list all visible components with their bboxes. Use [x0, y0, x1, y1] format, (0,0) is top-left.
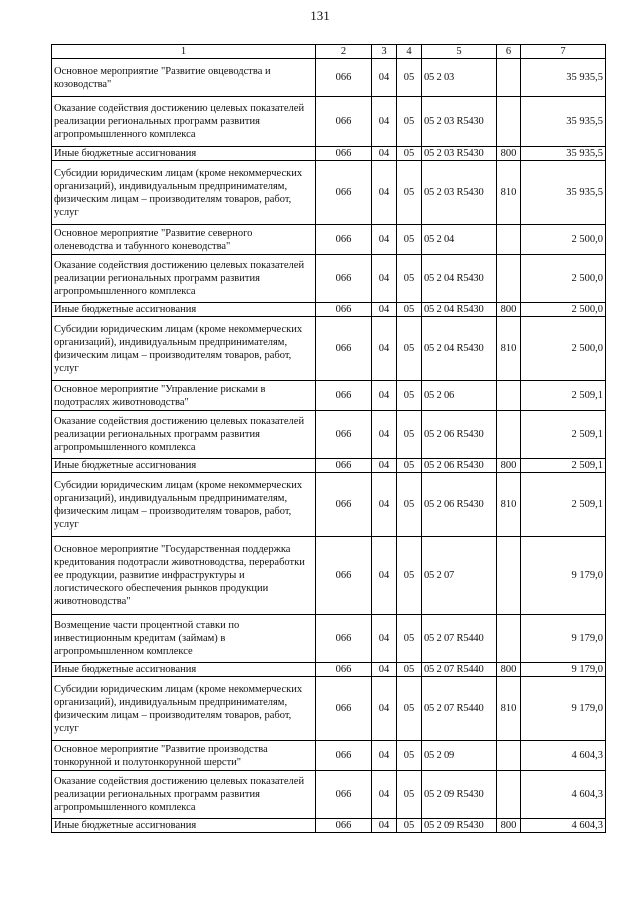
row-subsection-code: 05 [397, 411, 422, 459]
row-ministry-code: 066 [316, 615, 372, 663]
row-name: Субсидии юридическим лицам (кроме некоммерческих организаций), индивидуальным предпринимателям, физическим лицам – производителям товаров, работ, услуг [52, 161, 316, 225]
row-amount: 2 500,0 [521, 317, 606, 381]
row-section-code: 04 [372, 459, 397, 473]
row-ministry-code: 066 [316, 411, 372, 459]
row-name: Иные бюджетные ассигнования [52, 303, 316, 317]
row-section-code: 04 [372, 771, 397, 819]
row-name: Иные бюджетные ассигнования [52, 459, 316, 473]
row-expense-type [497, 59, 521, 97]
row-subsection-code: 05 [397, 771, 422, 819]
row-ministry-code: 066 [316, 771, 372, 819]
row-expense-type: 800 [497, 303, 521, 317]
row-section-code: 04 [372, 225, 397, 255]
row-section-code: 04 [372, 741, 397, 771]
row-expense-type [497, 615, 521, 663]
row-subsection-code: 05 [397, 663, 422, 677]
row-subsection-code: 05 [397, 255, 422, 303]
row-section-code: 04 [372, 255, 397, 303]
row-target-article: 05 2 09 [422, 741, 497, 771]
table-row [52, 225, 606, 255]
row-subsection-code: 05 [397, 381, 422, 411]
row-section-code: 04 [372, 663, 397, 677]
table-row [52, 147, 606, 161]
row-amount: 35 935,5 [521, 97, 606, 147]
row-target-article: 05 2 09 R5430 [422, 819, 497, 833]
table-row [52, 97, 606, 147]
row-subsection-code: 05 [397, 537, 422, 615]
row-name: Иные бюджетные ассигнования [52, 147, 316, 161]
row-amount: 9 179,0 [521, 537, 606, 615]
row-amount: 9 179,0 [521, 615, 606, 663]
row-target-article: 05 2 04 R5430 [422, 255, 497, 303]
row-subsection-code: 05 [397, 677, 422, 741]
table-row [52, 381, 606, 411]
table-row [52, 771, 606, 819]
table-row [52, 459, 606, 473]
row-section-code: 04 [372, 411, 397, 459]
row-amount: 2 500,0 [521, 303, 606, 317]
row-ministry-code: 066 [316, 459, 372, 473]
row-name: Оказание содействия достижению целевых показателей реализации региональных программ развития агропромышленного комплекса [52, 411, 316, 459]
header-col-5: 5 [422, 45, 497, 59]
row-amount: 4 604,3 [521, 741, 606, 771]
row-subsection-code: 05 [397, 473, 422, 537]
row-ministry-code: 066 [316, 59, 372, 97]
row-expense-type: 800 [497, 819, 521, 833]
table-row [52, 303, 606, 317]
row-expense-type: 810 [497, 161, 521, 225]
table-row [52, 537, 606, 615]
table-row [52, 161, 606, 225]
table-row [52, 317, 606, 381]
row-target-article: 05 2 07 [422, 537, 497, 615]
row-ministry-code: 066 [316, 473, 372, 537]
row-section-code: 04 [372, 677, 397, 741]
table-row [52, 59, 606, 97]
row-amount: 4 604,3 [521, 819, 606, 833]
row-ministry-code: 066 [316, 225, 372, 255]
row-expense-type: 800 [497, 663, 521, 677]
row-ministry-code: 066 [316, 741, 372, 771]
page-number: 131 [310, 8, 330, 23]
row-target-article: 05 2 06 R5430 [422, 411, 497, 459]
row-name: Основное мероприятие "Государственная поддержка кредитования подотрасли животноводства, переработки ее продукции, развитие инфраструктуры и логистического обеспечения рынков продукции животноводства" [52, 537, 316, 615]
row-expense-type [497, 381, 521, 411]
row-section-code: 04 [372, 537, 397, 615]
row-target-article: 05 2 04 R5430 [422, 303, 497, 317]
row-section-code: 04 [372, 317, 397, 381]
row-expense-type [497, 97, 521, 147]
table-header-row [52, 45, 606, 59]
row-section-code: 04 [372, 615, 397, 663]
table-row [52, 677, 606, 741]
row-ministry-code: 066 [316, 663, 372, 677]
row-name: Основное мероприятие "Развитие овцеводства и козоводства" [52, 59, 316, 97]
table-row [52, 819, 606, 833]
row-expense-type [497, 537, 521, 615]
table-row [52, 615, 606, 663]
row-subsection-code: 05 [397, 225, 422, 255]
table-row [52, 255, 606, 303]
row-section-code: 04 [372, 97, 397, 147]
row-target-article: 05 2 03 R5430 [422, 97, 497, 147]
row-expense-type [497, 225, 521, 255]
row-name: Оказание содействия достижению целевых показателей реализации региональных программ развития агропромышленного комплекса [52, 771, 316, 819]
row-expense-type [497, 255, 521, 303]
row-ministry-code: 066 [316, 161, 372, 225]
row-name: Возмещение части процентной ставки по инвестиционным кредитам (займам) в агропромышленном комплексе [52, 615, 316, 663]
row-subsection-code: 05 [397, 303, 422, 317]
row-target-article: 05 2 06 R5430 [422, 459, 497, 473]
row-amount: 35 935,5 [521, 147, 606, 161]
row-target-article: 05 2 06 R5430 [422, 473, 497, 537]
row-ministry-code: 066 [316, 677, 372, 741]
row-name: Субсидии юридическим лицам (кроме некоммерческих организаций), индивидуальным предпринимателям, физическим лицам – производителям товаров, работ, услуг [52, 473, 316, 537]
row-amount: 9 179,0 [521, 677, 606, 741]
row-section-code: 04 [372, 819, 397, 833]
row-name: Иные бюджетные ассигнования [52, 819, 316, 833]
row-subsection-code: 05 [397, 147, 422, 161]
row-section-code: 04 [372, 59, 397, 97]
table-row [52, 741, 606, 771]
row-amount: 35 935,5 [521, 161, 606, 225]
row-subsection-code: 05 [397, 317, 422, 381]
row-name: Основное мероприятие "Развитие северного оленеводства и табунного коневодства" [52, 225, 316, 255]
row-name: Основное мероприятие "Управление рисками в подотраслях животноводства" [52, 381, 316, 411]
row-name: Оказание содействия достижению целевых показателей реализации региональных программ развития агропромышленного комплекса [52, 255, 316, 303]
row-ministry-code: 066 [316, 537, 372, 615]
row-amount: 2 500,0 [521, 225, 606, 255]
row-ministry-code: 066 [316, 381, 372, 411]
row-expense-type [497, 411, 521, 459]
header-col-2: 2 [316, 45, 372, 59]
row-name: Субсидии юридическим лицам (кроме некоммерческих организаций), индивидуальным предпринимателям, физическим лицам – производителям товаров, работ, услуг [52, 317, 316, 381]
row-subsection-code: 05 [397, 741, 422, 771]
row-amount: 2 509,1 [521, 459, 606, 473]
row-target-article: 05 2 03 [422, 59, 497, 97]
row-section-code: 04 [372, 473, 397, 537]
row-amount: 2 509,1 [521, 381, 606, 411]
row-target-article: 05 2 09 R5430 [422, 771, 497, 819]
table-row [52, 663, 606, 677]
row-name: Субсидии юридическим лицам (кроме некоммерческих организаций), индивидуальным предпринимателям, физическим лицам – производителям товаров, работ, услуг [52, 677, 316, 741]
row-subsection-code: 05 [397, 59, 422, 97]
row-amount: 2 500,0 [521, 255, 606, 303]
row-target-article: 05 2 04 [422, 225, 497, 255]
row-expense-type: 810 [497, 677, 521, 741]
table-row [52, 411, 606, 459]
budget-table [51, 44, 606, 833]
row-section-code: 04 [372, 147, 397, 161]
row-expense-type: 800 [497, 459, 521, 473]
row-ministry-code: 066 [316, 147, 372, 161]
row-target-article: 05 2 07 R5440 [422, 677, 497, 741]
table-row [52, 473, 606, 537]
row-ministry-code: 066 [316, 255, 372, 303]
header-col-7: 7 [521, 45, 606, 59]
row-target-article: 05 2 07 R5440 [422, 663, 497, 677]
row-amount: 2 509,1 [521, 473, 606, 537]
row-name: Иные бюджетные ассигнования [52, 663, 316, 677]
header-col-6: 6 [497, 45, 521, 59]
row-expense-type: 800 [497, 147, 521, 161]
row-subsection-code: 05 [397, 97, 422, 147]
row-target-article: 05 2 03 R5430 [422, 161, 497, 225]
row-amount: 35 935,5 [521, 59, 606, 97]
row-amount: 2 509,1 [521, 411, 606, 459]
row-section-code: 04 [372, 161, 397, 225]
row-subsection-code: 05 [397, 459, 422, 473]
row-name: Основное мероприятие "Развитие производства тонкорунной и полутонкорунной шерсти" [52, 741, 316, 771]
row-expense-type [497, 741, 521, 771]
row-target-article: 05 2 03 R5430 [422, 147, 497, 161]
row-name: Оказание содействия достижению целевых показателей реализации региональных программ развития агропромышленного комплекса [52, 97, 316, 147]
row-ministry-code: 066 [316, 303, 372, 317]
row-subsection-code: 05 [397, 161, 422, 225]
row-subsection-code: 05 [397, 819, 422, 833]
row-section-code: 04 [372, 303, 397, 317]
row-amount: 4 604,3 [521, 771, 606, 819]
row-target-article: 05 2 06 [422, 381, 497, 411]
row-ministry-code: 066 [316, 317, 372, 381]
row-expense-type [497, 771, 521, 819]
row-target-article: 05 2 07 R5440 [422, 615, 497, 663]
row-target-article: 05 2 04 R5430 [422, 317, 497, 381]
row-amount: 9 179,0 [521, 663, 606, 677]
header-col-1: 1 [52, 45, 316, 59]
row-section-code: 04 [372, 381, 397, 411]
row-ministry-code: 066 [316, 97, 372, 147]
row-ministry-code: 066 [316, 819, 372, 833]
row-expense-type: 810 [497, 473, 521, 537]
row-expense-type: 810 [497, 317, 521, 381]
header-col-3: 3 [372, 45, 397, 59]
header-col-4: 4 [397, 45, 422, 59]
row-subsection-code: 05 [397, 615, 422, 663]
